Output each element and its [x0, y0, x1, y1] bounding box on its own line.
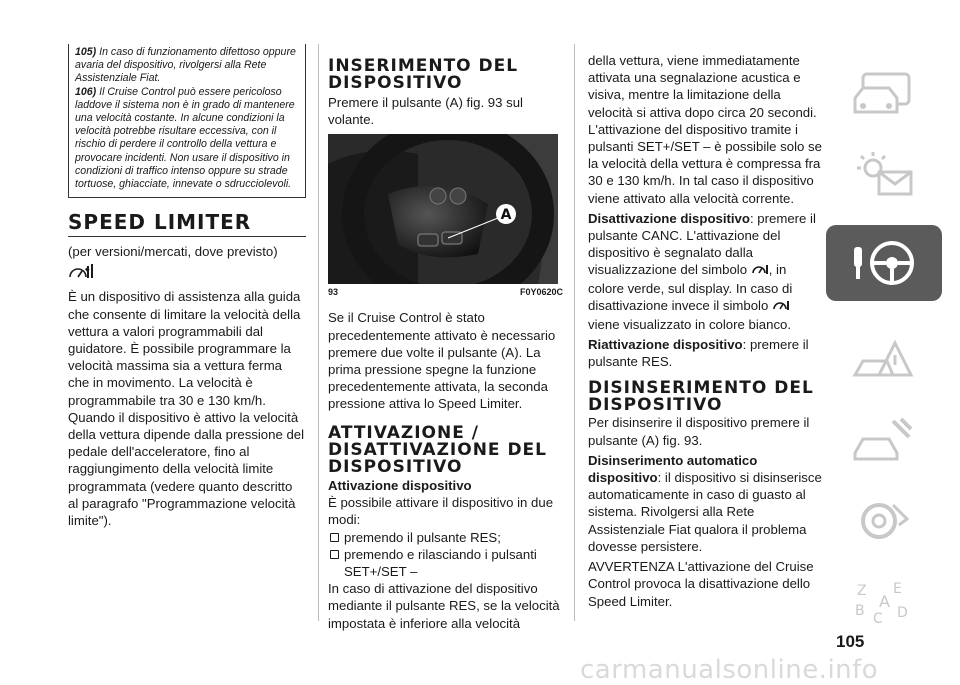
paragraph: della vettura, viene immediatamente attivata una segnalazione acustica e visiva, mentre la limitazione della velocità si attiva dopo circa 20 secondi. L'attivazione del dispositivo tramite i pulsanti SET+/SET – è possibile solo se la velocità della vettura è compressa fra 30 e 130 km/h. In tal caso il dispositivo viene attivato alla velocità corrente.	[588, 53, 822, 206]
emergency-icon	[849, 335, 919, 385]
maintenance-icon	[849, 415, 919, 465]
steering-wheel-figure	[328, 134, 558, 284]
list-item	[328, 529, 563, 546]
list-item-text: premendo il pulsante RES;	[344, 529, 501, 545]
paragraph-riattivazione	[588, 336, 822, 370]
inline-label: Riattivazione dispositivo	[588, 337, 743, 353]
multimedia-icon	[849, 575, 919, 625]
car-dashboard-icon	[849, 68, 919, 118]
warning-number: 106)	[75, 85, 97, 98]
column-right	[588, 44, 822, 610]
figure-number: 93	[328, 287, 339, 298]
column-middle	[328, 44, 563, 632]
steering-wheel-icon	[844, 235, 924, 291]
column-divider	[318, 44, 319, 621]
warning-box	[68, 44, 306, 198]
inline-text: : premere il pulsante CANC. L'attivazione del dispositivo è segnalato dalla visualizzazione del simbolo	[588, 210, 816, 278]
paragraph: Per disinserire il dispositivo premere il pulsante (A) fig. 93.	[588, 415, 810, 448]
svg-text:◆: ◆	[85, 266, 90, 274]
sidebar-tab-dashboard[interactable]	[826, 55, 942, 131]
inline-label: Disinserimento automatico dispositivo	[588, 452, 758, 486]
watermark: carmanualsonline.info	[580, 655, 879, 685]
page-number: 105	[836, 632, 865, 651]
list-item	[328, 546, 563, 580]
paragraph: AVVERTENZA L'attivazione del Cruise Control provoca la disattivazione dello Speed Limiter.	[588, 559, 814, 609]
steering-wheel-photo	[328, 134, 558, 284]
svg-text:E: E	[893, 581, 902, 597]
sidebar-tab-warning-lights[interactable]	[826, 135, 942, 211]
paragraph: Se il Cruise Control è stato precedentemente attivato è necessario premere due volte il pulsante (A). La prima pressione spegne la funzione precedentemente attivata, la seconda pressione attiva lo Speed Limiter.	[328, 310, 556, 412]
paragraph: È possibile attivare il dispositivo in due modi:	[328, 495, 554, 528]
section-title: INSERIMENTO DEL DISPOSITIVO	[328, 56, 519, 93]
warning-105	[75, 46, 299, 86]
warning-number: 105)	[75, 46, 97, 58]
inline-text: , in colore verde, sul display. In caso di disattivazione invece il simbolo	[588, 262, 793, 314]
paragraph-auto	[588, 452, 822, 555]
figure-code: F0Y0620C	[519, 287, 563, 298]
paragraph: È un dispositivo di assistenza alla guida che consente di limitare la velocità della vettura a valori programmabili dal guidatore. È possibile programmare la velocità massima sia a vettura ferma che in movimento. La velocità è programmabile tra 30 e 130 km/h.	[68, 289, 301, 408]
inline-text: viene visualizzato in colore bianco.	[588, 316, 792, 332]
speed-limiter-icon	[751, 262, 769, 280]
figure-caption	[328, 287, 563, 297]
section-title: ATTIVAZIONE / DISATTIVAZIONE DEL DISPOSITIVO	[328, 422, 548, 477]
versions-note: (per versioni/mercati, dove previsto)	[68, 244, 278, 260]
bullet-square-icon	[330, 533, 339, 542]
section-title: DISINSERIMENTO DEL DISPOSITIVO	[588, 378, 814, 416]
speed-limiter-icon	[68, 263, 306, 286]
paragraph: Premere il pulsante (A) fig. 93 sul volante.	[328, 95, 523, 128]
inline-text: : premere il pulsante RES.	[588, 337, 809, 370]
svg-text:D: D	[897, 605, 908, 621]
warning-106	[75, 86, 299, 192]
paragraph: In caso di attivazione del dispositivo mediante il pulsante RES, se la velocità impostata è inferiore alla velocità	[328, 581, 560, 631]
speed-limiter-icon	[772, 298, 790, 316]
svg-text:Z: Z	[857, 583, 867, 599]
list-item-text: premendo e rilasciando i pulsanti SET+/SET –	[344, 546, 537, 579]
sidebar-tab-multimedia[interactable]	[826, 562, 942, 638]
section-heading	[68, 212, 306, 237]
section-title: SPEED LIMITER	[68, 210, 252, 235]
figure-callout: A	[500, 207, 512, 224]
sidebar-tab-emergency[interactable]	[826, 322, 942, 398]
paragraph: Quando il dispositivo è attivo la velocità della vettura dipende dalla pressione del pedale dell'acceleratore, fino al raggiungimento della velocità limite programmata (vedere quanto descritto al paragrafo "Programmazione velocità limite").	[68, 409, 305, 529]
column-divider	[574, 44, 575, 621]
inline-label: Disattivazione dispositivo	[588, 210, 750, 226]
technical-data-icon	[849, 495, 919, 545]
sidebar-tab-technical-data[interactable]	[826, 482, 942, 558]
svg-text:A: A	[879, 592, 890, 611]
sidebar-tab-maintenance[interactable]	[826, 402, 942, 478]
svg-text:B: B	[855, 603, 865, 619]
warning-text: In caso di funzionamento difettoso oppure avaria del dispositivo, rivolgersi alla Rete Assistenziale Fiat.	[75, 46, 296, 85]
column-left	[68, 44, 306, 529]
warning-lights-icon	[849, 148, 919, 198]
bullet-square-icon	[330, 550, 339, 559]
warning-text: Il Cruise Control può essere pericoloso laddove il sistema non è in grado di mantenere una velocità costante. In alcune condizioni la velocità potrebbe risultare eccessiva, con il rischio di perdere il controllo della vettura e provocare incidenti. Non usare il dispositivo in condizioni di traffico intenso oppure su strade tortuose, ghiacciate, innevate o sdrucciolevoli.	[75, 85, 295, 191]
paragraph-disattivazione	[588, 210, 822, 333]
inline-text: : il dispositivo si disinserisce automaticamente in caso di guasto al sistema. Rivolgersi alla Rete Assistenziale Fiat qualora il problema dovesse persistere.	[588, 470, 822, 554]
sidebar-tab-starting-driving[interactable]	[826, 225, 942, 301]
svg-text:C: C	[873, 611, 883, 625]
sub-title: Attivazione dispositivo	[328, 477, 472, 493]
